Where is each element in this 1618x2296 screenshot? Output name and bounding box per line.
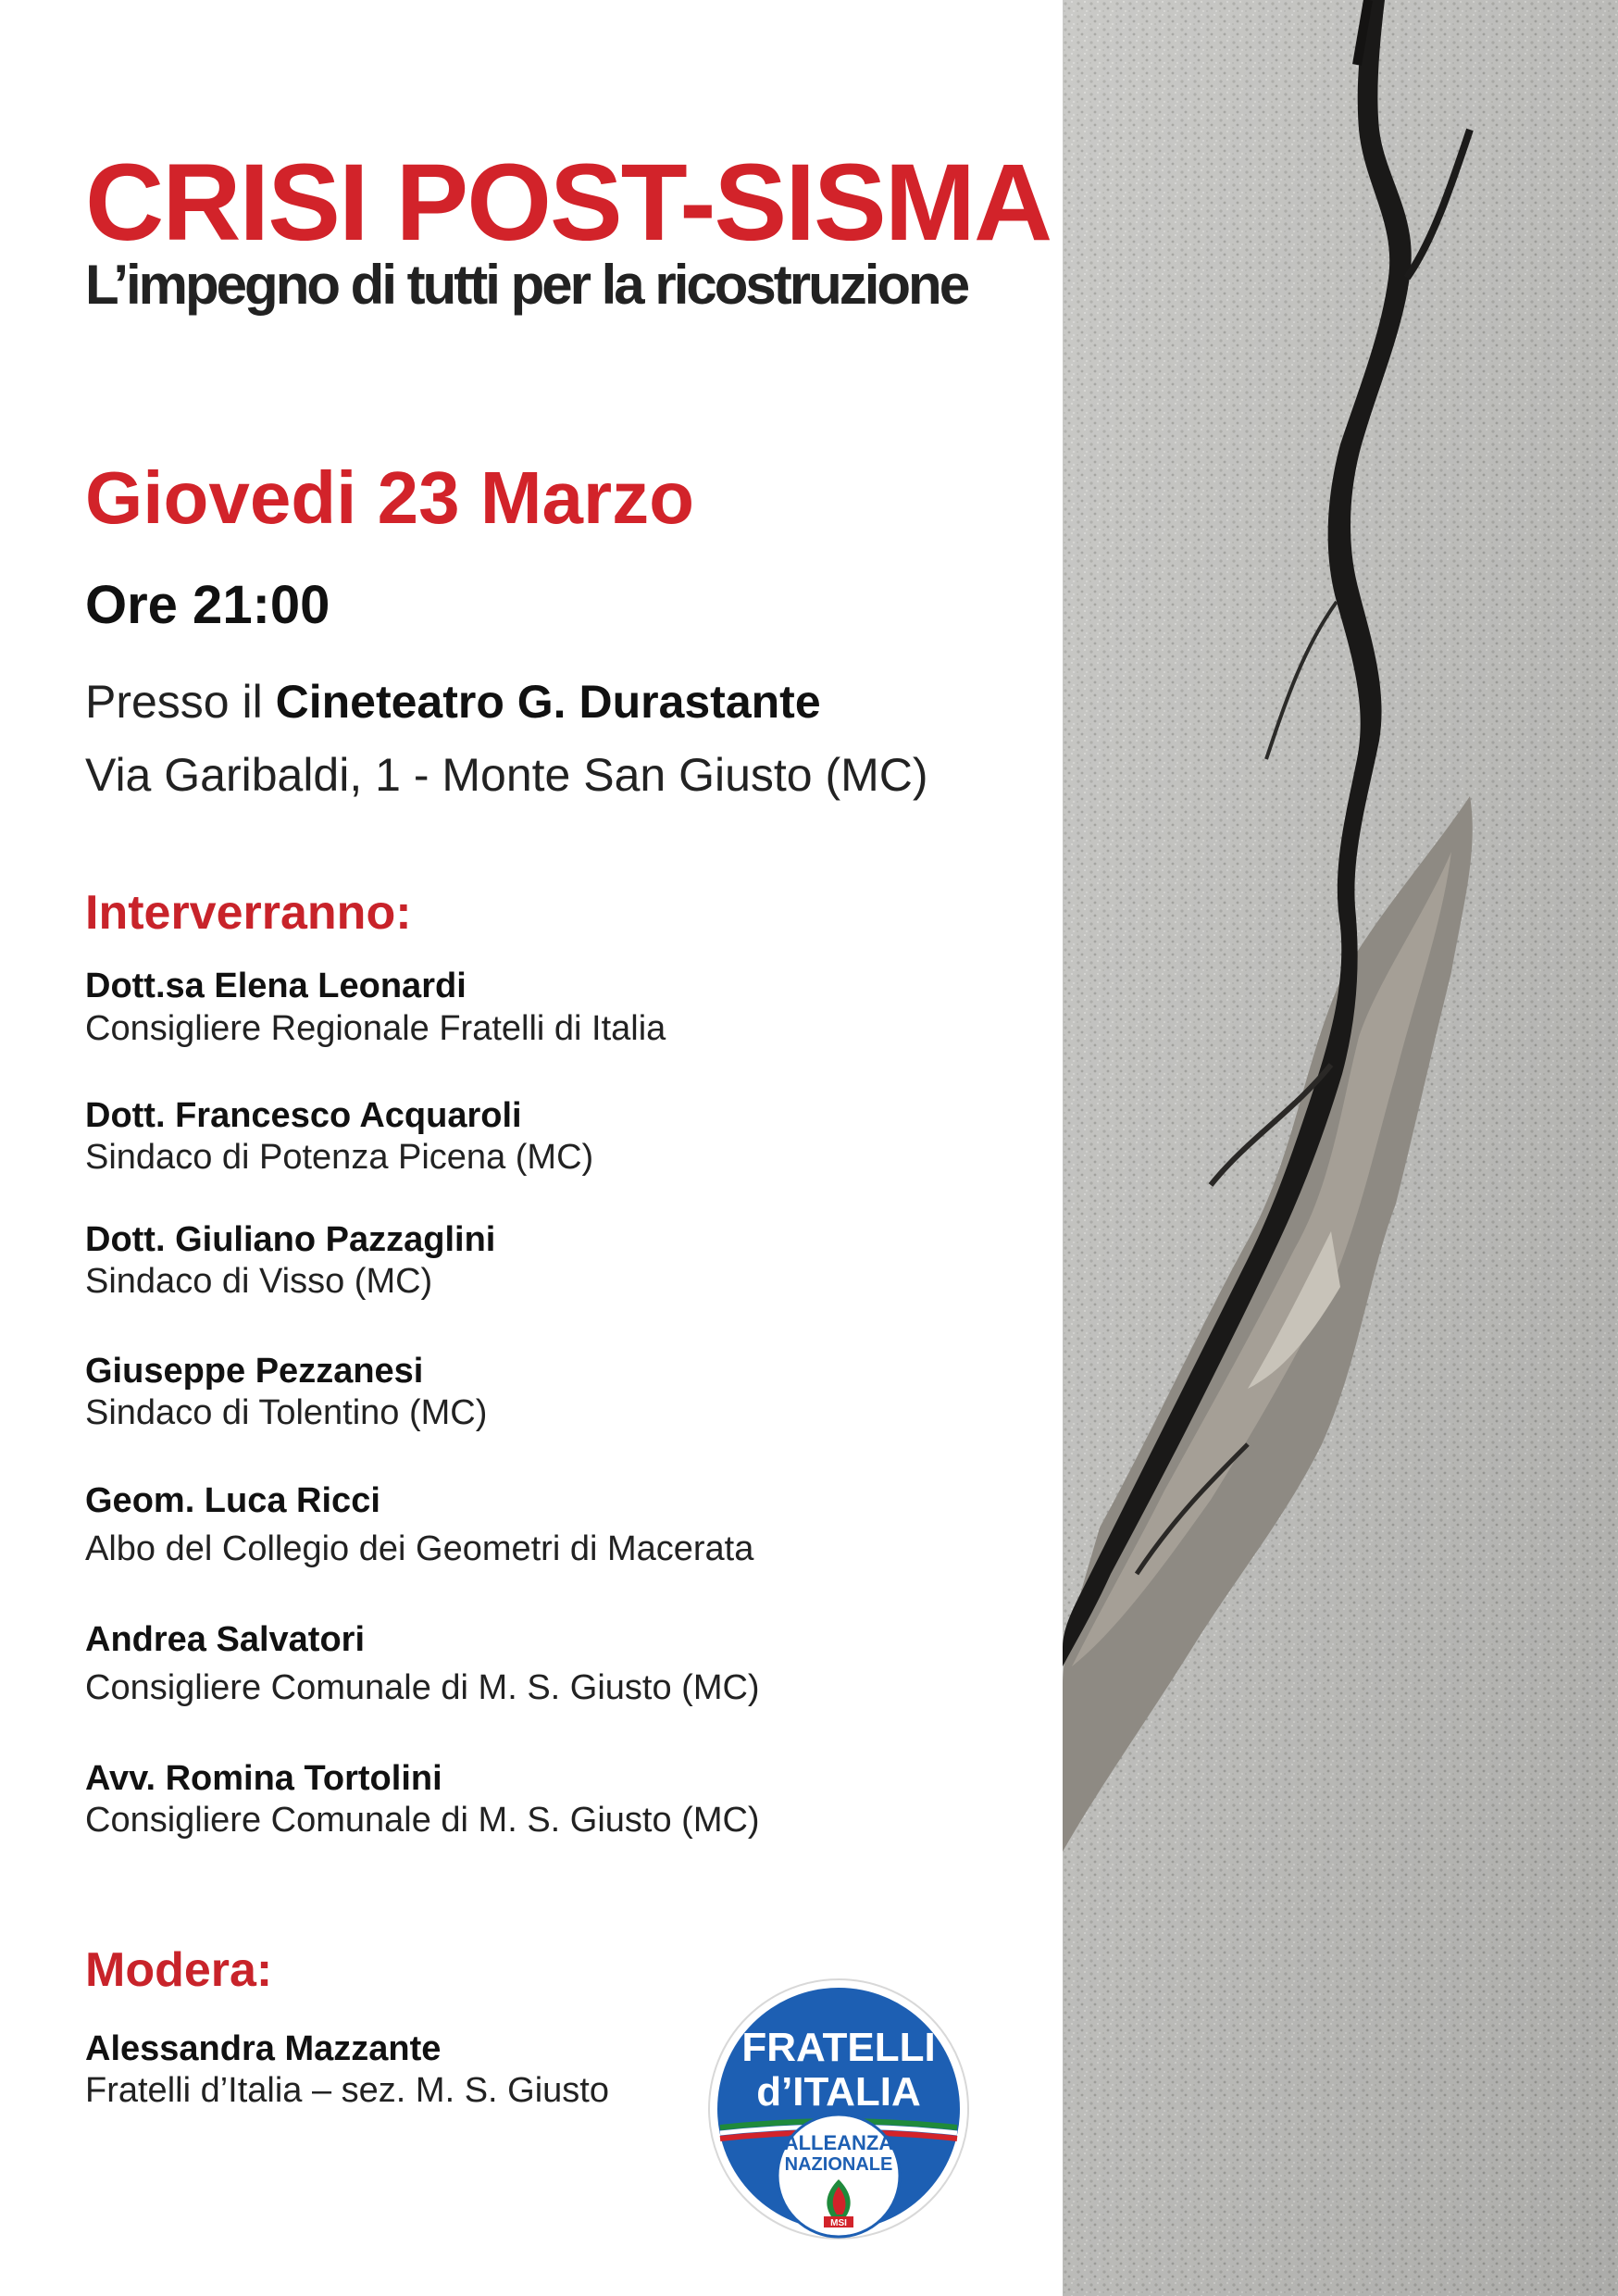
moderator-block <box>85 2031 609 2108</box>
event-venue <box>85 676 821 728</box>
logo-line4: NAZIONALE <box>784 2154 893 2175</box>
logo-line3: ALLEANZA <box>783 2131 894 2154</box>
speaker-item <box>85 1622 760 1705</box>
speaker-item <box>85 1098 593 1175</box>
speaker-name: Avv. Romina Tortolini <box>85 1759 442 1798</box>
speaker-role: Consigliere Comunale di M. S. Giusto (MC) <box>85 1801 760 1840</box>
speaker-role: Albo del Collegio dei Geometri di Macerata <box>85 1529 754 1568</box>
speaker-name: Geom. Luca Ricci <box>85 1481 380 1520</box>
speaker-name: Andrea Salvatori <box>85 1620 365 1659</box>
event-date: Giovedi 23 Marzo <box>85 456 694 539</box>
party-logo <box>707 1978 970 2240</box>
party-logo-graphic <box>707 1978 970 2240</box>
logo-line2: d’ITALIA <box>756 2069 921 2115</box>
logo-emblem-text: MSI <box>830 2218 847 2228</box>
speaker-item <box>85 1354 487 1430</box>
speaker-item <box>85 1761 760 1838</box>
cracked-wall-photo <box>1063 0 1618 2296</box>
poster-subtitle: L’impegno di tutti per la ricostruzione <box>85 254 968 316</box>
speaker-name: Giuseppe Pezzanesi <box>85 1352 424 1391</box>
venue-prefix: Presso il <box>85 676 276 728</box>
event-address: Via Garibaldi, 1 - Monte San Giusto (MC) <box>85 749 928 801</box>
speaker-item <box>85 1222 495 1299</box>
speaker-role: Consigliere Regionale Fratelli di Italia <box>85 1009 666 1048</box>
speaker-name: Dott. Francesco Acquaroli <box>85 1096 522 1135</box>
speakers-heading: Interverranno: <box>85 886 412 940</box>
speaker-item <box>85 968 666 1046</box>
speaker-name: Dott. Giuliano Pazzaglini <box>85 1220 496 1259</box>
moderator-heading: Modera: <box>85 1943 273 1997</box>
venue-name: Cineteatro G. Durastante <box>275 676 821 728</box>
speaker-role: Sindaco di Potenza Picena (MC) <box>85 1138 594 1177</box>
speaker-role: Sindaco di Visso (MC) <box>85 1262 433 1301</box>
logo-line1: FRATELLI <box>741 2025 936 2070</box>
event-time: Ore 21:00 <box>85 575 330 635</box>
speaker-item <box>85 1483 753 1566</box>
speaker-role: Consigliere Comunale di M. S. Giusto (MC) <box>85 1668 760 1707</box>
moderator-role: Fratelli d’Italia – sez. M. S. Giusto <box>85 2071 609 2110</box>
speaker-role: Sindaco di Tolentino (MC) <box>85 1393 488 1432</box>
speaker-name: Dott.sa Elena Leonardi <box>85 967 467 1005</box>
wall-crack-icon <box>1063 0 1618 2296</box>
moderator-name: Alessandra Mazzante <box>85 2029 442 2068</box>
poster-title: CRISI POST-SISMA <box>85 142 1052 264</box>
